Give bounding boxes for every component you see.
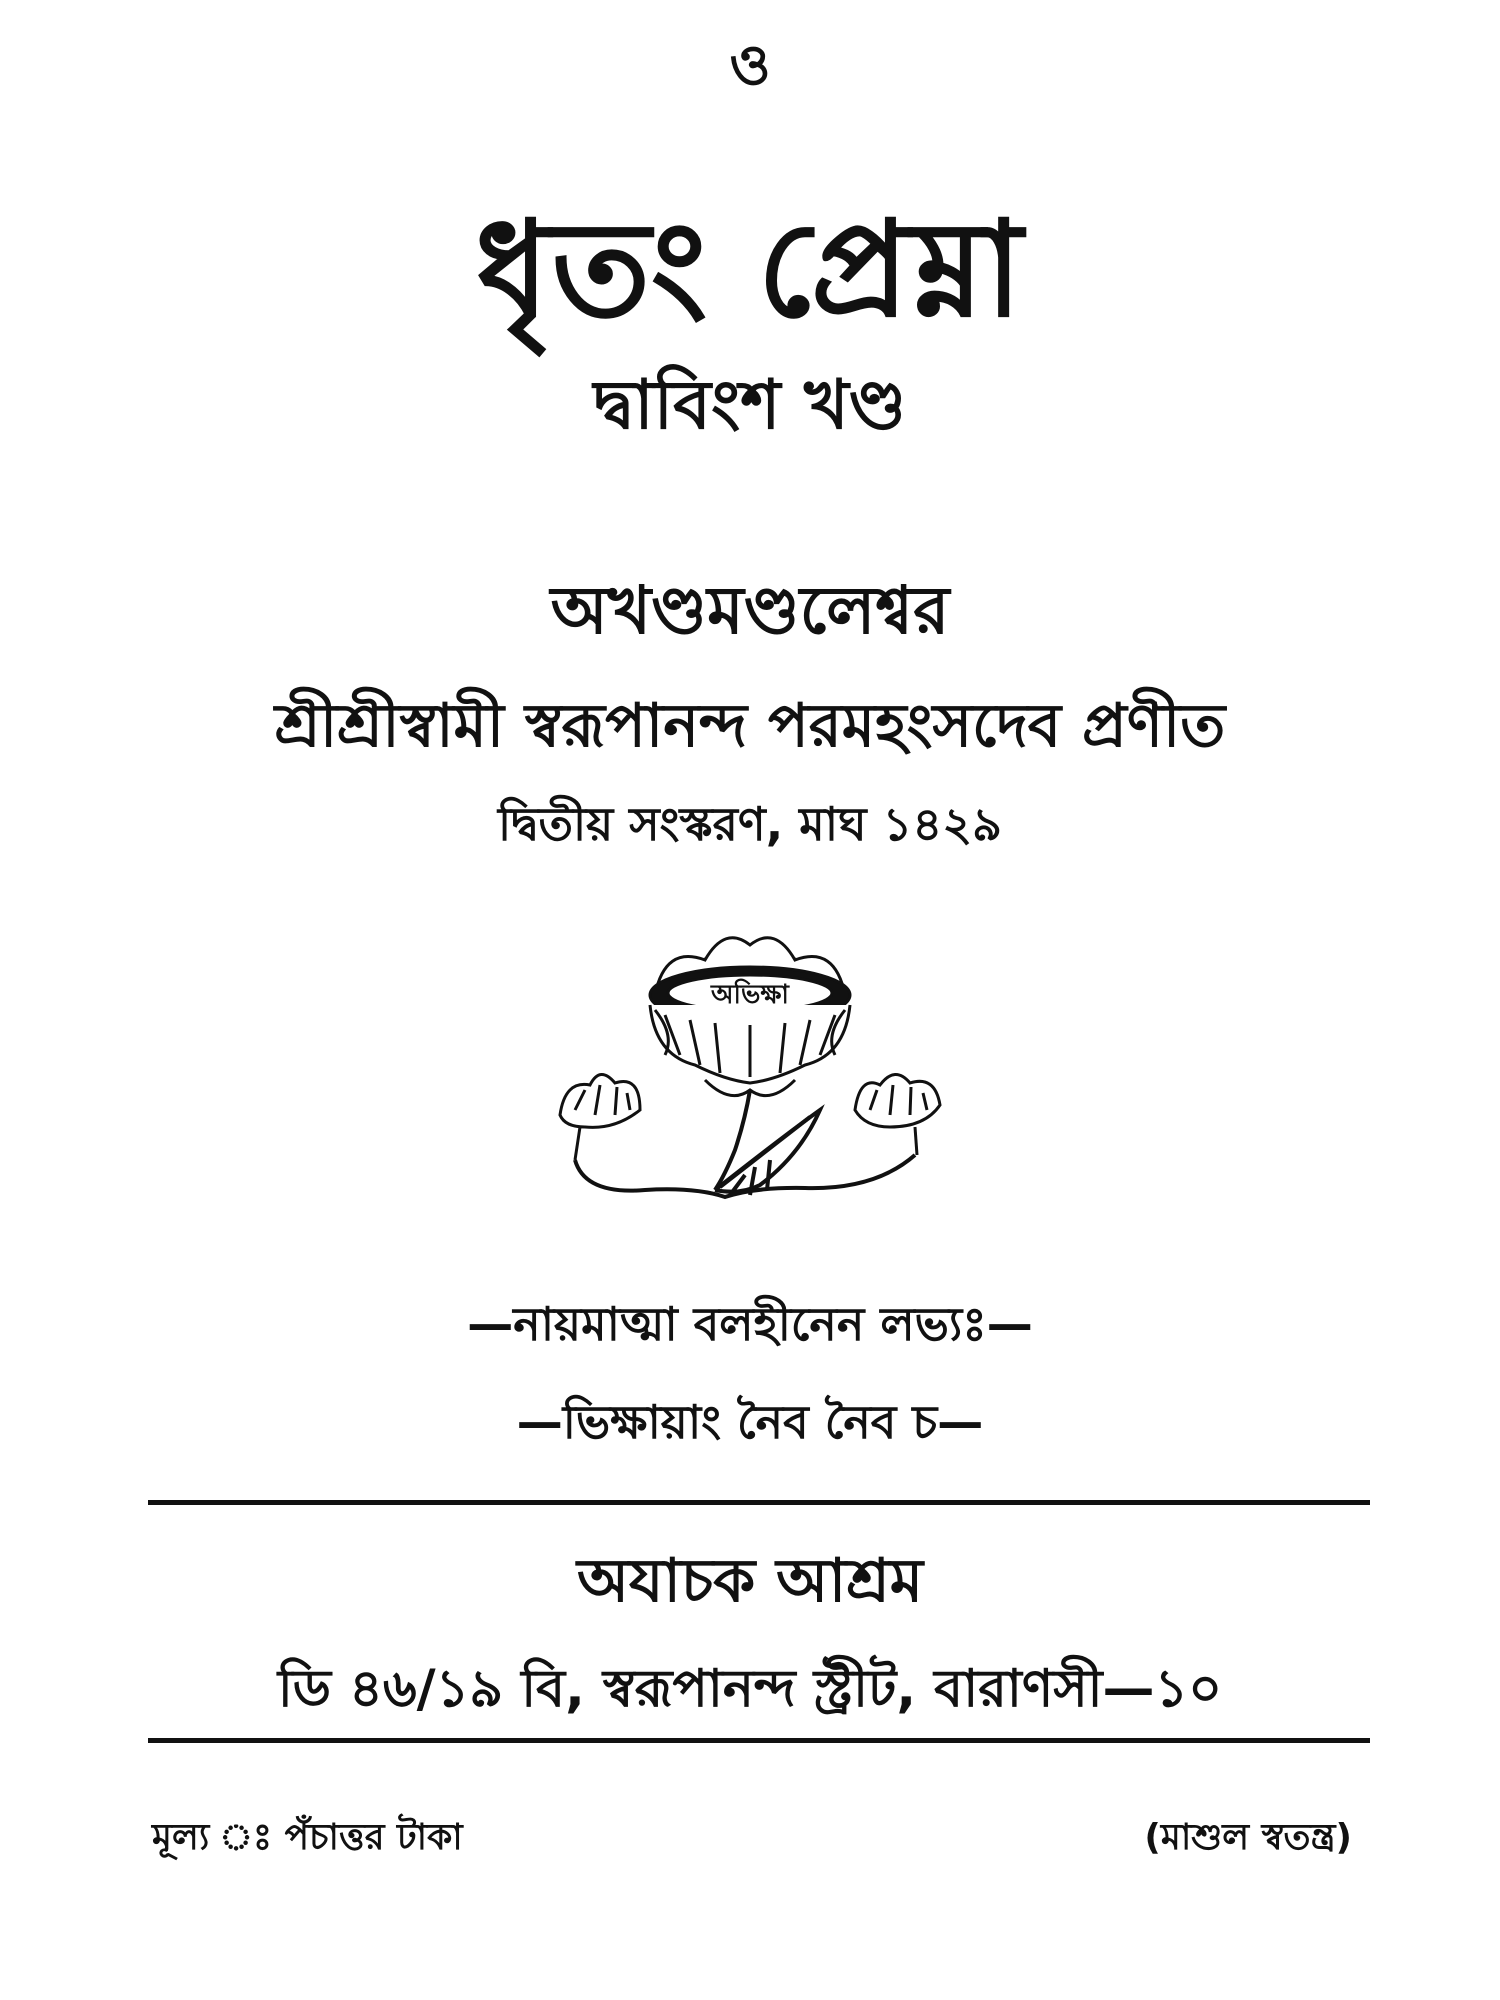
right-lotus-bud	[855, 1074, 940, 1155]
author-name: শ্রীশ্রীস্বামী স্বরূপানন্দ পরমহংসদেব প্রণীত	[274, 691, 1226, 761]
edition-info: দ্বিতীয় সংস্করণ, মাঘ ১৪২৯	[498, 797, 1002, 851]
publisher-address: ডি ৪৬/১৯ বি, স্বরূপানন্দ স্ট্রীট, বারাণসী—১০	[277, 1659, 1223, 1719]
central-lotus	[650, 938, 850, 1096]
price-label: মূল্য ঃ পঁচাত্তর টাকা	[152, 1817, 463, 1858]
left-lotus-bud	[560, 1074, 640, 1160]
postage-note: (মাশুল স্বতন্ত্র)	[1144, 1817, 1352, 1858]
book-title: ধৃতং প্রেম্না	[475, 193, 1025, 347]
emblem-label: অভিক্ষা	[711, 980, 789, 1010]
om-symbol: ও	[729, 33, 771, 98]
divider-bottom	[148, 1738, 1370, 1743]
publisher-name: অযাচক আশ্রম	[576, 1546, 924, 1616]
author-honorific: অখণ্ডমণ্ডলেশ্বর	[550, 572, 950, 649]
motto-line-1: —নায়মাত্মা বলহীনেন লভ্যঃ—	[467, 1297, 1033, 1351]
divider-top	[148, 1500, 1370, 1505]
volume-label: দ্বাবিংশ খণ্ড	[593, 366, 907, 445]
lotus-emblem-icon	[555, 905, 945, 1205]
motto-line-2: —ভিক্ষায়াং নৈব নৈব চ—	[516, 1395, 984, 1449]
